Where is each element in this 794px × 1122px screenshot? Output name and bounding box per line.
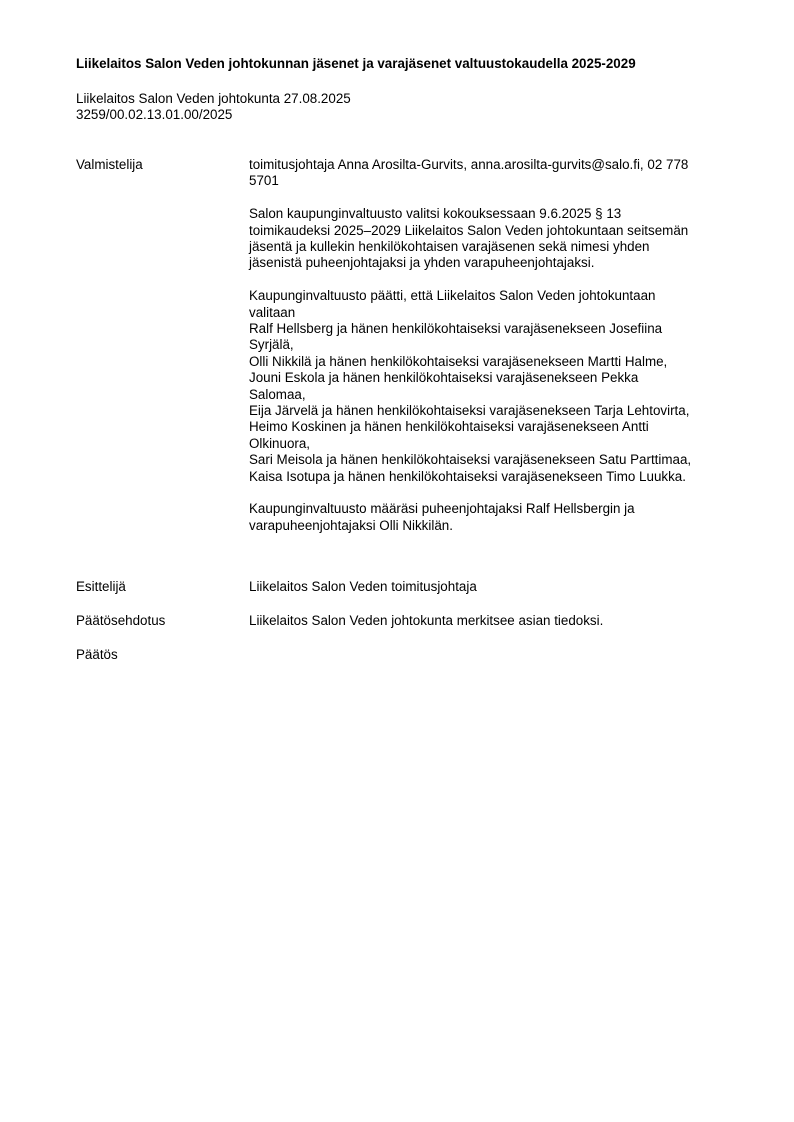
preparer-contact <box>249 157 741 190</box>
paragraph-line: Kaupunginvaltuusto määräsi puheenjohtajaksi Ralf Hellsbergin ja <box>249 501 635 517</box>
decision-label: Päätös <box>76 647 118 662</box>
paragraph-line: varapuheenjohtajaksi Olli Nikkilän. <box>249 517 453 533</box>
member-line: Ralf Hellsberg ja hänen henkilökohtaiseksi varajäsenekseen Josefiina <box>249 321 663 337</box>
proposal-value: Liikelaitos Salon Veden johtokunta merkitsee asian tiedoksi. <box>249 613 604 628</box>
meeting-line: Liikelaitos Salon Veden johtokunta 27.08.2025 <box>76 91 351 106</box>
member-line: Olli Nikkilä ja hänen henkilökohtaiseksi varajäsenekseen Martti Halme, <box>249 353 668 369</box>
member-line: Olkinuora, <box>249 435 311 451</box>
member-line: Eija Järvelä ja hänen henkilökohtaiseksi varajäsenekseen Tarja Lehtovirta, <box>249 403 690 419</box>
preparer-section <box>249 157 741 534</box>
chair-paragraph <box>249 501 741 534</box>
paragraph-line: Kaupunginvaltuusto päätti, että Liikelaitos Salon Veden johtokuntaan <box>249 288 656 304</box>
preparer-label: Valmistelija <box>76 157 143 172</box>
presenter-label: Esittelijä <box>76 579 126 594</box>
paragraph-line: jäsentä ja kullekin henkilökohtaisen varajäsenen sekä nimesi yhden <box>249 239 650 255</box>
paragraph-line: jäsenistä puheenjohtajaksi ja yhden varapuheenjohtajaksi. <box>249 255 595 271</box>
paragraph-line: Salon kaupunginvaltuusto valitsi kokouksessaan 9.6.2025 § 13 <box>249 206 622 222</box>
paragraph-line: toimikaudeksi 2025–2029 Liikelaitos Salon Veden johtokuntaan seitsemän <box>249 222 689 238</box>
member-line: Sari Meisola ja hänen henkilökohtaiseksi varajäsenekseen Satu Parttimaa, <box>249 452 692 468</box>
preparer-contact-line: toimitusjohtaja Anna Arosilta-Gurvits, anna.arosilta-gurvits@salo.fi, 02 778 <box>249 157 689 172</box>
member-line: Jouni Eskola ja hänen henkilökohtaiseksi varajäsenekseen Pekka <box>249 370 639 386</box>
election-paragraph <box>249 206 741 272</box>
preparer-contact-line: 5701 <box>249 173 279 189</box>
document-meta <box>76 91 351 123</box>
presenter-value: Liikelaitos Salon Veden toimitusjohtaja <box>249 579 477 594</box>
document-title: Liikelaitos Salon Veden johtokunnan jäsenet ja varajäsenet valtuustokaudella 2025-2029 <box>76 56 636 71</box>
paragraph-line: valitaan <box>249 304 296 320</box>
member-line: Syrjälä, <box>249 337 294 353</box>
members-paragraph <box>249 288 741 485</box>
member-line: Heimo Koskinen ja hänen henkilökohtaiseksi varajäsenekseen Antti <box>249 419 649 435</box>
proposal-label: Päätösehdotus <box>76 613 166 628</box>
member-line: Salomaa, <box>249 386 306 402</box>
member-line: Kaisa Isotupa ja hänen henkilökohtaiseksi varajäsenekseen Timo Luukka. <box>249 468 686 484</box>
record-id: 3259/00.02.13.01.00/2025 <box>76 107 233 122</box>
